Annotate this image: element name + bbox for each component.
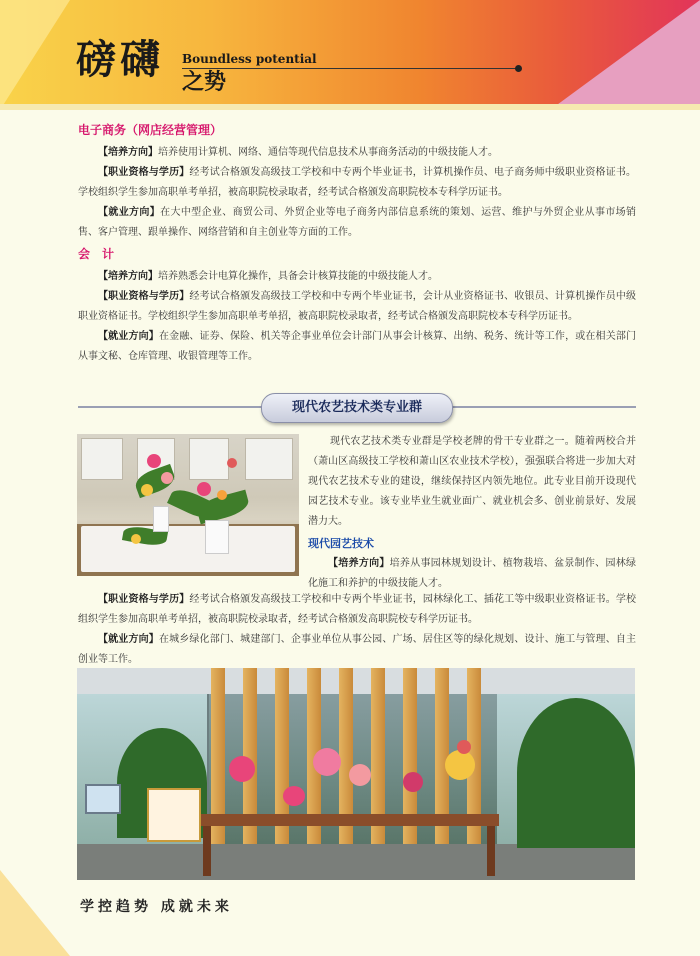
section-paragraph: [78, 590, 636, 630]
photo-flower: [197, 482, 211, 496]
photo-flower: [217, 490, 227, 500]
paragraph-text: 经考试合格颁发高级技工学校和中专两个毕业证书，园林绿化工、插花工等中级职业资格证书。学校组织学生参加高职单考单招，被高职院校录取者，经考试合格颁发高职院校专科学历证书。: [78, 594, 637, 625]
paragraph-label: 【培养方向】: [98, 147, 158, 158]
paragraph-text: 在金融、证券、保险、机关等企事业单位会计部门从事会计核算、出纳、税务、统计等工作，或在相关部门从事文秘、仓库管理、收银管理等工作。: [78, 331, 637, 362]
display-shelf: [199, 814, 499, 826]
header-english-title: Boundless potential: [182, 52, 317, 66]
section-ecommerce: [78, 121, 636, 243]
section-paragraph: [78, 203, 636, 243]
photo-floor: [77, 844, 635, 880]
paragraph-text: 经考试合格颁发高级技工学校和中专两个毕业证书，计算机操作员、电子商务师中级职业资格证书。学校组织学生参加高职单考单招，被高职院校录取者，经考试合格颁发高职院校本专科学历证书。: [78, 167, 637, 198]
photo-ceiling: [77, 668, 635, 694]
group-banner: [261, 393, 453, 423]
photo-flower: [131, 534, 141, 544]
major-details: [78, 590, 636, 670]
flower-arrangement-photo: [77, 434, 299, 576]
section-title: 会 计: [78, 247, 115, 261]
paragraph-label: 【就业方向】: [98, 207, 161, 218]
section-paragraph: [78, 327, 636, 367]
header-band: [0, 0, 700, 110]
header-decoration-left: [0, 0, 70, 110]
header-subtitle: 之势: [182, 69, 227, 95]
photo-flower: [147, 454, 161, 468]
section-title: 电子商务（网店经营管理）: [78, 123, 223, 137]
photo-flower: [457, 740, 471, 754]
paragraph-label: 【培养方向】: [98, 271, 158, 282]
exhibition-sign: [147, 788, 201, 842]
photo-flower: [403, 772, 423, 792]
photo-window: [189, 438, 229, 480]
header-rule: [182, 68, 517, 69]
header-title: 磅礴: [76, 36, 164, 83]
section-paragraph: [78, 267, 636, 287]
paragraph-label: 【培养方向】: [328, 558, 390, 569]
paragraph-text: 培养熟悉会计电算化操作，具备会计核算技能的中级技能人才。: [158, 271, 438, 282]
programs-content: [78, 121, 636, 367]
header-rule-dot: [515, 65, 522, 72]
shelf-leg: [203, 826, 211, 876]
section-paragraph: [78, 287, 636, 327]
group-intro-block: [308, 432, 636, 594]
info-board: [85, 784, 121, 814]
section-paragraph: [308, 554, 636, 594]
photo-flower: [445, 750, 475, 780]
section-paragraph: [78, 630, 636, 670]
photo-vase: [153, 506, 169, 532]
photo-vase: [205, 520, 229, 554]
paragraph-label: 【就业方向】: [98, 331, 159, 342]
photo-flower: [349, 764, 371, 786]
section-paragraph: [78, 163, 636, 203]
paragraph-label: 【职业资格与学历】: [98, 167, 190, 178]
photo-window: [245, 438, 293, 480]
photo-flower: [227, 458, 237, 468]
section-accounting: [78, 245, 636, 367]
section-paragraph: [78, 143, 636, 163]
photo-flower: [313, 748, 341, 776]
photo-flower: [141, 484, 153, 496]
paragraph-text: 经考试合格颁发高级技工学校和中专两个毕业证书，会计从业资格证书、收银员、计算机操作员中级职业资格证书。学校组织学生参加高职单考单招，被高职院校录取者，经考试合格颁发高职院校本专科学历证书。: [78, 291, 637, 322]
header-decoration-right: [550, 0, 700, 110]
group-title: 现代农艺技术类专业群: [291, 400, 422, 415]
major-title: 现代园艺技术: [308, 537, 374, 550]
exhibition-photo: [77, 668, 635, 880]
paragraph-text: 在大中型企业、商贸公司、外贸企业等电子商务内部信息系统的策划、运营、维护与外贸企业从事市场销售、客户管理、跟单操作、网络营销和自主创业等方面的工作。: [78, 207, 637, 238]
photo-flower: [229, 756, 255, 782]
paragraph-label: 【就业方向】: [98, 634, 159, 645]
photo-table: [81, 526, 295, 572]
palm-plant: [517, 698, 635, 848]
photo-flower: [161, 472, 173, 484]
paragraph-label: 【职业资格与学历】: [98, 594, 190, 605]
paragraph-text: 在城乡绿化部门、城建部门、企事业单位从事公园、广场、居住区等的绿化规划、设计、施工与管理、自主创业等工作。: [78, 634, 637, 665]
photo-window: [81, 438, 123, 480]
paragraph-label: 【职业资格与学历】: [98, 291, 190, 302]
footer-decoration: [0, 870, 70, 956]
paragraph-text: 培养使用计算机、网络、通信等现代信息技术从事商务活动的中级技能人才。: [158, 147, 498, 158]
photo-flower: [283, 786, 305, 806]
shelf-leg: [487, 826, 495, 876]
header-decoration-strip: [0, 104, 700, 110]
footer-slogan: 学控趋势 成就未来: [80, 899, 233, 915]
group-intro: 现代农艺技术类专业群是学校老牌的骨干专业群之一。随着两校合并（萧山区高级技工学校和萧山区农业技术学校），强强联合将进一步加大对现代农艺技术专业的建设，继续保持区内领先地位。此专业目前开设现代园艺技术专业。该专业毕业生就业面广、就业机会多、创业前景好、发展潜力大。: [308, 436, 636, 527]
paragraph-text: 培养从事园林规划设计、植物栽培、盆景制作、园林绿化施工和养护的中级技能人才。: [308, 558, 637, 589]
